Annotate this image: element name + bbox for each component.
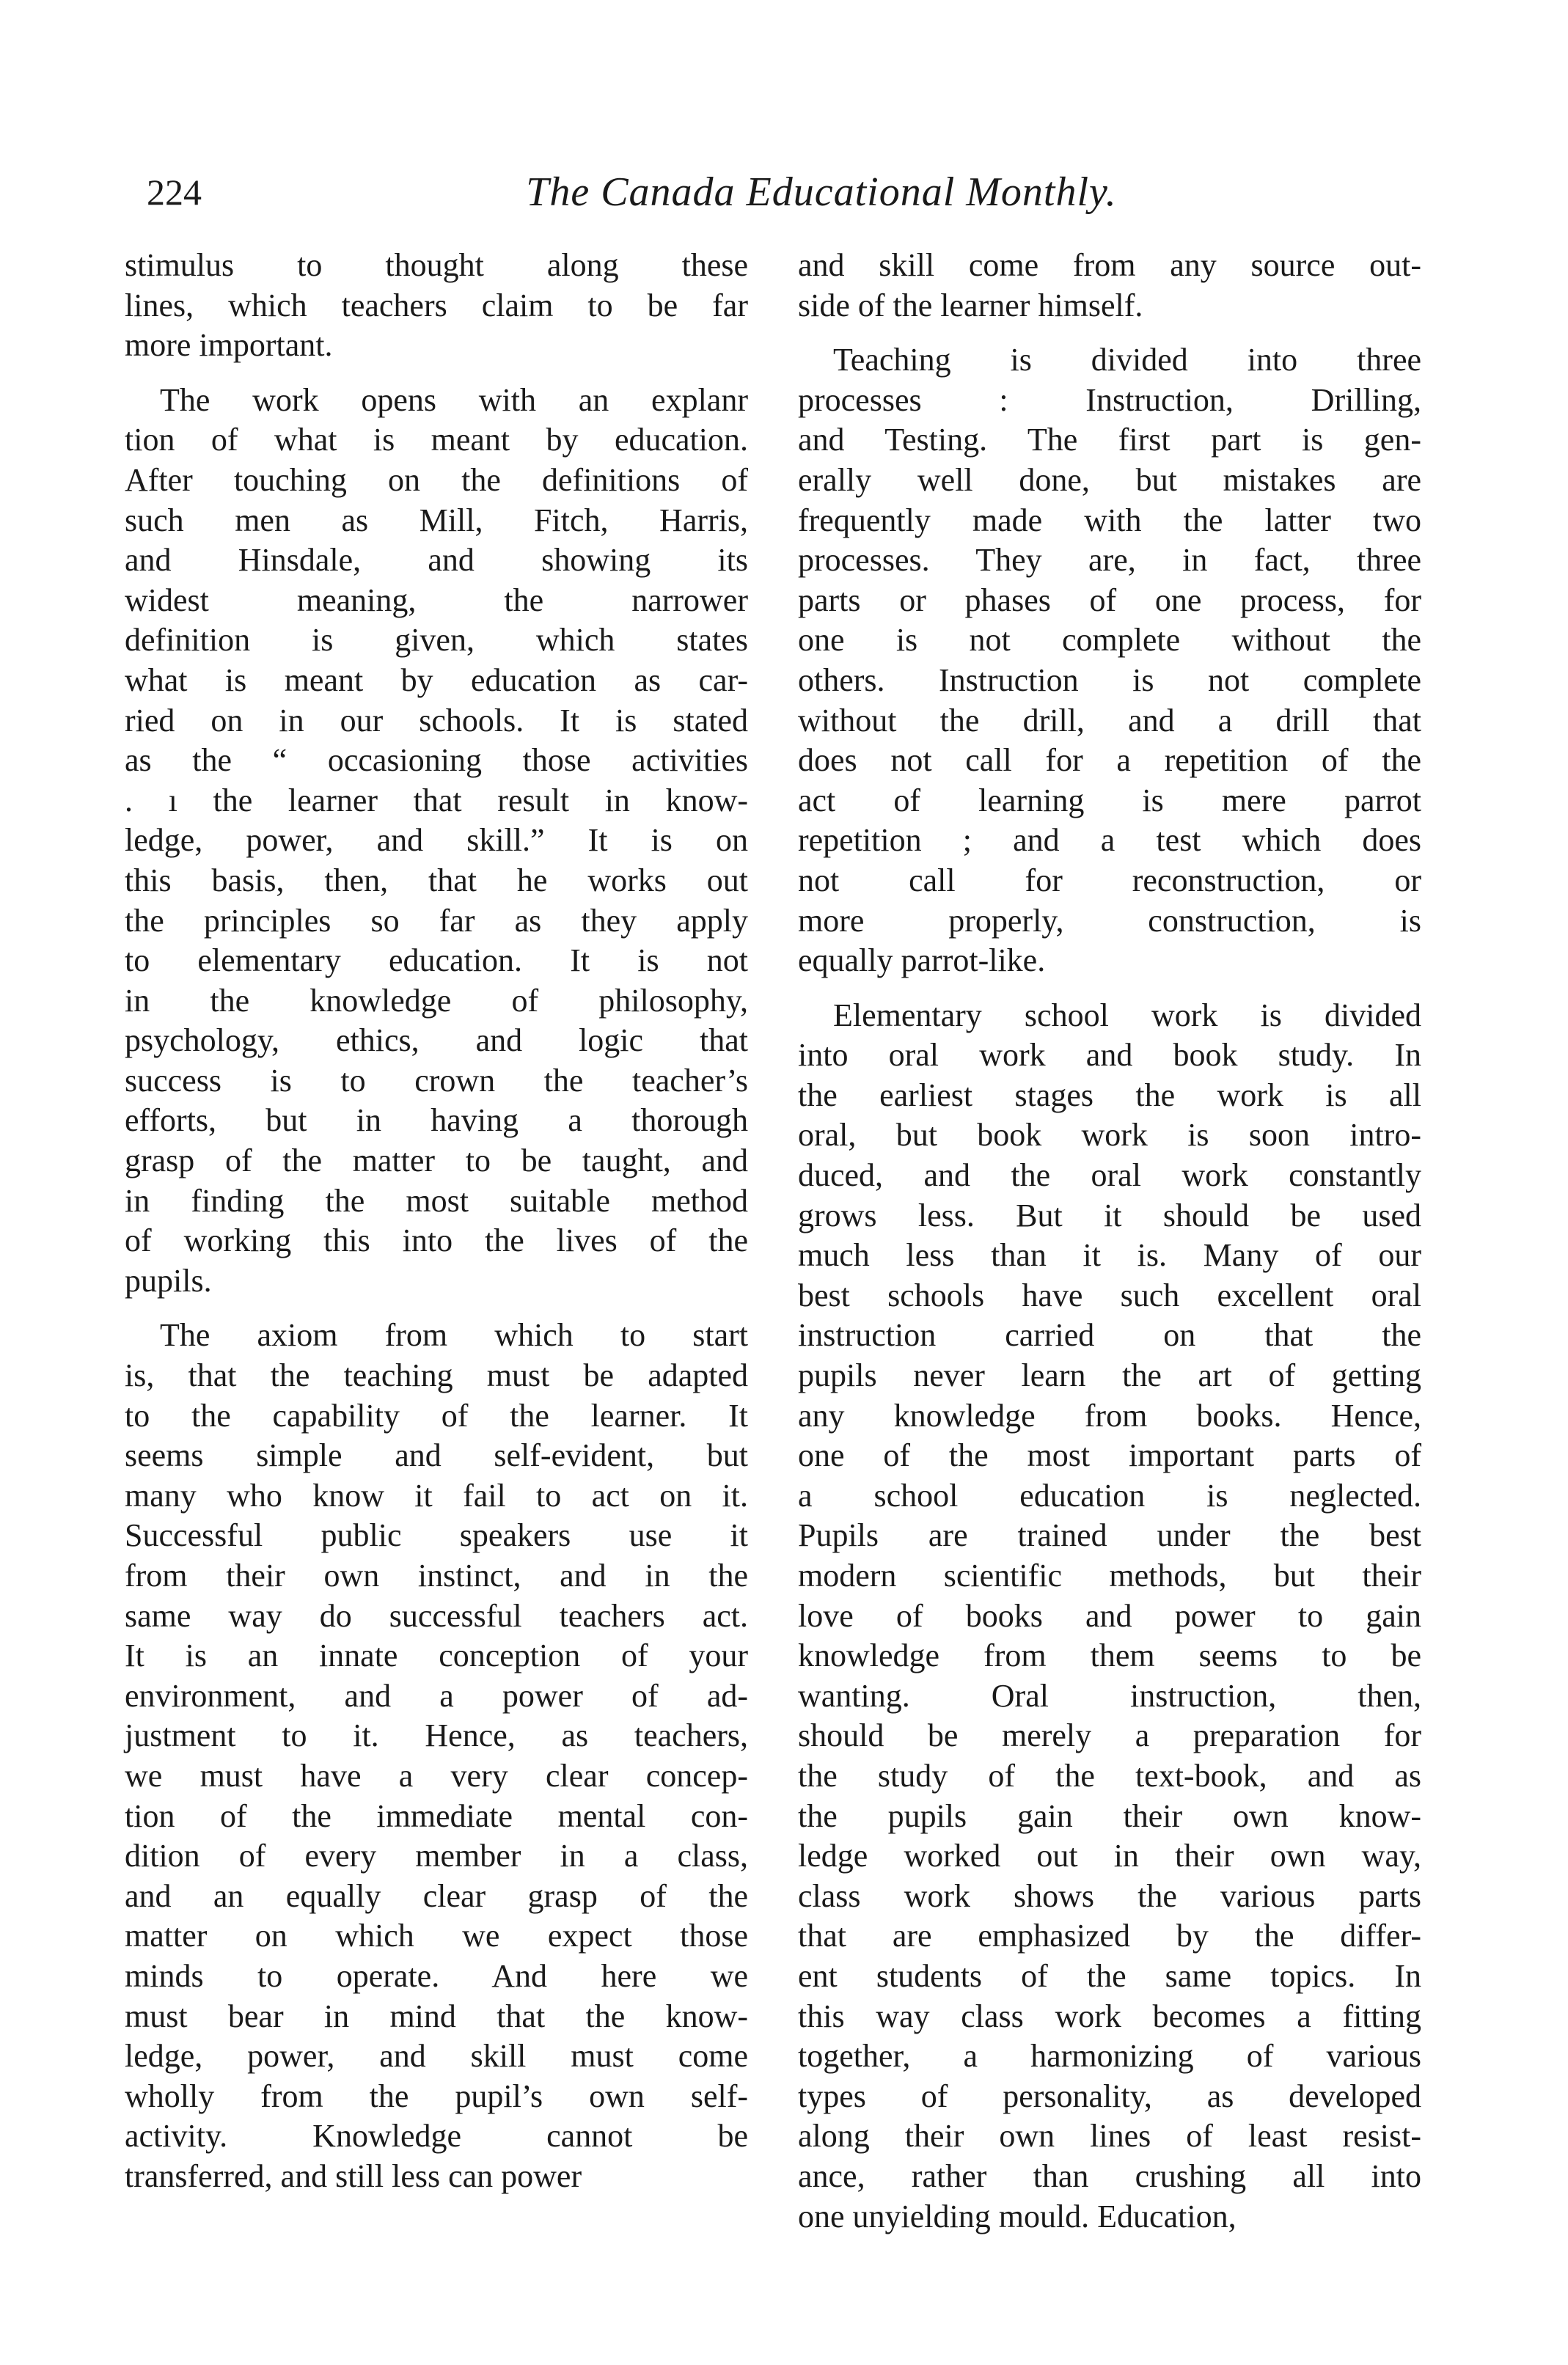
text-line: in finding the most suitable method [125,1182,748,1219]
text-line: efforts, but in having a thorough [125,1102,748,1139]
text-line: one unyielding mould. Education, [798,2198,1237,2234]
text-line: instruction carried on that the [798,1317,1421,1354]
text-line: ent students of the same topics. In [798,1957,1421,1994]
page-number: 224 [147,172,202,213]
text-line: to elementary education. It is not [125,942,748,979]
text-line: Successful public speakers use it [125,1517,748,1554]
text-line: pupils never learn the art of getting [798,1357,1421,1394]
text-line: stimulus to thought along these [125,247,748,283]
text-line: justment to it. Hence, as teachers, [125,1717,748,1754]
text-line: Elementary school work is divided [833,997,1421,1033]
right-column [798,246,1421,2237]
text-line: the study of the text-book, and as [798,1757,1421,1794]
text-line: transferred, and still less can power [125,2157,582,2194]
text-line: types of personality, as developed [798,2078,1421,2114]
text-line: others. Instruction is not complete [798,661,1421,698]
text-line: is, that the teaching must be adapted [125,1357,748,1394]
text-line: ried on in our schools. It is stated [125,702,748,738]
text-line: not call for reconstruction, or [798,862,1421,898]
text-line: The axiom from which to start [160,1317,748,1354]
text-line: ledge, power, and skill must come [125,2038,748,2075]
text-line: a school education is neglected. [798,1477,1421,1514]
text-line: After touching on the definitions of [125,461,748,498]
text-line: one is not complete without the [798,622,1421,659]
text-line: in the knowledge of philosophy, [125,982,748,1019]
paragraph [125,246,748,366]
text-line: pupils. [125,1262,212,1299]
text-line: grasp of the matter to be taught, and [125,1143,748,1179]
text-line: activity. Knowledge cannot be [125,2118,748,2155]
text-line: modern scientific methods, but their [798,1558,1421,1594]
text-line: and skill come from any source out- [798,247,1421,283]
text-line: we must have a very clear concep- [125,1757,748,1794]
running-title: The Canada Educational Monthly. [526,169,1117,215]
text-line: erally well done, but mistakes are [798,461,1421,498]
text-line: much less than it is. Many of our [798,1237,1421,1274]
text-line: success is to crown the teacher’s [125,1062,748,1099]
paragraph [798,246,1421,326]
text-line: wholly from the pupil’s own self- [125,2078,748,2114]
text-line: best schools have such excellent oral [798,1277,1421,1313]
text-line: knowledge from them seems to be [798,1638,1421,1674]
text-line: along their own lines of least resist- [798,2118,1421,2155]
text-line: as the “ occasioning those activities [125,742,748,779]
text-line: and Hinsdale, and showing its [125,542,748,579]
text-line: duced, and the oral work constantly [798,1157,1421,1194]
text-line: should be merely a preparation for [798,1717,1421,1754]
paragraph [125,381,748,1302]
text-line: Pupils are trained under the best [798,1517,1421,1554]
text-line: the principles so far as they apply [125,902,748,939]
text-line: the earliest stages the work is all [798,1077,1421,1113]
text-line: that are emphasized by the differ- [798,1918,1421,1954]
text-line: grows less. But it should be used [798,1197,1421,1233]
text-line: of working this into the lives of the [125,1222,748,1259]
text-line: many who know it fail to act on it. [125,1477,748,1514]
text-line: parts or phases of one process, for [798,582,1421,618]
text-line: environment, and a power of ad- [125,1677,748,1714]
text-line: It is an innate conception of your [125,1638,748,1674]
text-line: matter on which we expect those [125,1918,748,1954]
text-line: and Testing. The first part is gen- [798,422,1421,458]
text-line: minds to operate. And here we [125,1957,748,1994]
text-line: processes. They are, in fact, three [798,542,1421,579]
text-line: together, a harmonizing of various [798,2038,1421,2075]
paragraph [125,1316,748,2196]
text-line: class work shows the various parts [798,1877,1421,1914]
text-line: ledge worked out in their own way, [798,1838,1421,1874]
text-line: side of the learner himself. [798,287,1143,323]
text-line: ance, rather than crushing all into [798,2157,1421,2194]
text-line: . ı the learner that result in know- [125,782,748,818]
text-line: any knowledge from books. Hence, [798,1397,1421,1434]
text-line: the pupils gain their own know- [798,1797,1421,1834]
text-line: to the capability of the learner. It [125,1397,748,1434]
text-line: does not call for a repetition of the [798,742,1421,779]
text-line: wanting. Oral instruction, then, [798,1677,1421,1714]
left-column [125,246,748,2197]
text-line: repetition ; and a test which does [798,822,1421,859]
text-line: one of the most important parts of [798,1437,1421,1474]
text-line: seems simple and self-evident, but [125,1437,748,1474]
text-line: processes : Instruction, Drilling, [798,381,1421,418]
text-line: psychology, ethics, and logic that [125,1022,748,1059]
text-line: tion of what is meant by education. [125,422,748,458]
text-line: more important. [125,327,333,364]
text-line: what is meant by education as car- [125,661,748,698]
page-header [147,163,1408,221]
text-line: and an equally clear grasp of the [125,1877,748,1914]
paragraph [798,340,1421,981]
text-line: into oral work and book study. In [798,1037,1421,1074]
text-line: tion of the immediate mental con- [125,1797,748,1834]
text-line: love of books and power to gain [798,1597,1421,1634]
text-line: this way class work becomes a fitting [798,1998,1421,2034]
paragraph [798,996,1421,2237]
text-line: frequently made with the latter two [798,502,1421,538]
text-line: equally parrot-like. [798,942,1046,979]
text-line: such men as Mill, Fitch, Harris, [125,502,748,538]
text-line: more properly, construction, is [798,902,1421,939]
text-line: widest meaning, the narrower [125,582,748,618]
text-line: must bear in mind that the know- [125,1998,748,2034]
text-line: ledge, power, and skill.” It is on [125,822,748,859]
text-line: lines, which teachers claim to be far [125,287,748,323]
text-line: Teaching is divided into three [833,342,1421,378]
text-line: from their own instinct, and in the [125,1558,748,1594]
text-line: The work opens with an explanr [160,381,748,418]
text-line: this basis, then, that he works out [125,862,748,898]
text-line: without the drill, and a drill that [798,702,1421,738]
text-line: same way do successful teachers act. [125,1597,748,1634]
text-line: act of learning is mere parrot [798,782,1421,818]
text-line: oral, but book work is soon intro- [798,1117,1421,1154]
text-line: definition is given, which states [125,622,748,659]
text-line: dition of every member in a class, [125,1838,748,1874]
